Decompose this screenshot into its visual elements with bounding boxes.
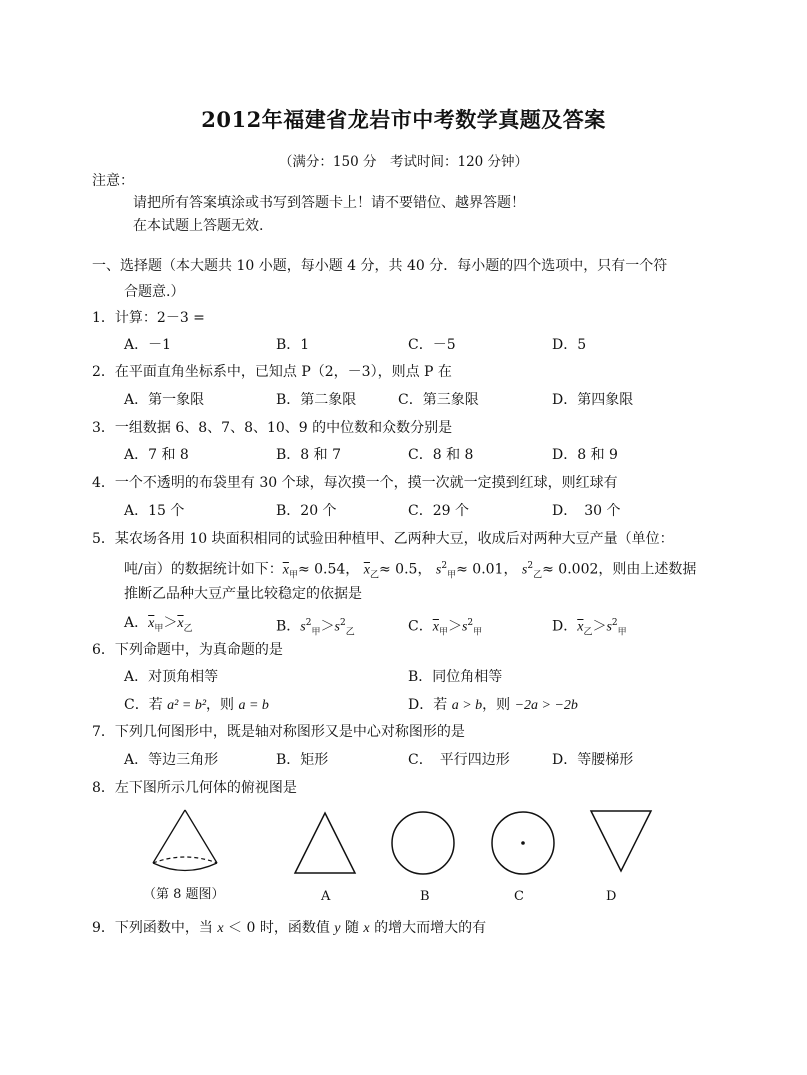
cone-figure	[145, 808, 235, 878]
question-5-stem-line-1: 5．某农场各用 10 块面积相同的试验田种植甲、乙两种大豆，收成后对两种大豆产量（单位：	[92, 531, 674, 547]
notice-line-2: 在本试题上答题无效.	[133, 218, 264, 234]
question-4-stem: 4．一个不透明的布袋里有 30 个球，每次摸一个，摸一次就一定摸到红球，则红球有	[92, 475, 618, 491]
question-5-option-b: B．$s^2_甲>s^2_乙$	[276, 618, 355, 638]
mean-yi: $\overline{x}$	[363, 562, 370, 578]
question-1-option-a: A．－1	[124, 337, 172, 353]
question-6-option-b: B．同位角相等	[408, 669, 503, 685]
notice-label: 注意：	[92, 173, 134, 189]
question-3-option-d: D．8 和 9	[552, 447, 618, 463]
question-7-option-d: D．等腰梯形	[552, 752, 634, 768]
question-2-option-a: A．第一象限	[124, 392, 205, 408]
var-yi: s	[521, 562, 528, 578]
question-7-stem: 7．下列几何图形中，既是轴对称图形又是中心对称图形的是	[92, 724, 465, 740]
question-3-option-a: A．7 和 8	[124, 447, 189, 463]
mean-jia-sub: 甲	[288, 570, 298, 581]
question-3-stem: 3．一组数据 6、8、7、8、10、9 的中位数和众数分别是	[92, 420, 453, 436]
var-yi-value: ≈ 0.002，	[542, 561, 613, 578]
section-heading-line-1: 一、选择题（本大题共 10 小题，每小题 4 分，共 40 分．每小题的四个选项中，只有一个符	[92, 258, 668, 274]
q5-prefix: 吨/亩）的数据统计如下：	[124, 561, 283, 578]
question-2-option-b: B．第二象限	[276, 392, 357, 408]
question-5-option-c: C．$\overline{x}_甲>s^2_甲$	[408, 618, 483, 638]
question-1-option-b: B．1	[276, 337, 310, 353]
question-3-option-b: B．8 和 7	[276, 447, 342, 463]
option-d-inverted-triangle-figure	[588, 808, 654, 874]
question-4-option-c: C．29 个	[408, 503, 469, 519]
question-2-option-d: D．第四象限	[552, 392, 634, 408]
question-1-option-d: D．5	[552, 337, 587, 353]
question-9-stem: 9．下列函数中，当 x ＜ 0 时，函数值 y 随 x 的增大而增大的有	[92, 920, 487, 936]
question-1-option-c: C．－5	[408, 337, 456, 353]
question-5-stem-line-2	[124, 556, 696, 585]
figure-8-caption: （第 8 题图）	[143, 887, 225, 902]
mean-jia-value: ≈ 0.54，	[297, 561, 360, 578]
notice-line-1: 请把所有答案填涂或书写到答题卡上！请不要错位、越界答题！	[133, 195, 525, 211]
option-b-circle-figure	[390, 810, 456, 876]
mean-yi-sub: 乙	[369, 570, 379, 581]
question-4-option-b: B．20 个	[276, 503, 337, 519]
question-1-stem: 1．计算：2－3 =	[92, 310, 205, 326]
section-heading-line-2: 合题意.）	[124, 284, 185, 300]
question-2-option-c: C．第三象限	[398, 392, 479, 408]
var-jia: s	[435, 562, 442, 578]
figure-label-a: A	[321, 889, 331, 904]
question-7-option-b: B．矩形	[276, 752, 329, 768]
var-jia-value: ≈ 0.01，	[456, 561, 518, 578]
var-jia-sup: 2	[441, 561, 448, 571]
mean-jia: $\overline{x}$	[282, 562, 289, 578]
figure-label-b: B	[420, 889, 430, 904]
question-5-option-d: D．$\overline{x}_乙>s^2_甲$	[552, 618, 627, 638]
page-title: 2012年福建省龙岩市中考数学真题及答案	[201, 107, 606, 132]
question-2-stem: 2．在平面直角坐标系中，已知点 P（2，－3），则点 P 在	[92, 364, 452, 380]
question-6-option-a: A．对顶角相等	[124, 669, 219, 685]
figure-label-d: D	[606, 889, 617, 904]
question-6-stem: 6．下列命题中，为真命题的是	[92, 642, 283, 658]
mean-yi-value: ≈ 0.5，	[379, 561, 432, 578]
question-3-option-c: C．8 和 8	[408, 447, 474, 463]
option-c-circle-with-center-figure	[490, 810, 556, 876]
question-7-option-a: A．等边三角形	[124, 752, 219, 768]
figure-label-c: C	[514, 889, 524, 904]
var-yi-sup: 2	[527, 561, 534, 571]
option-a-triangle-figure	[292, 810, 358, 876]
q5-suffix: 则由上述数据	[612, 561, 697, 578]
question-5-stem-line-3: 推断乙品种大豆产量比较稳定的依据是	[124, 586, 362, 602]
var-jia-sub: 甲	[447, 570, 457, 581]
question-4-option-d: D． 30 个	[552, 503, 621, 519]
var-yi-sub: 乙	[533, 570, 543, 581]
page-subtitle: （满分：150 分 考试时间：120 分钟）	[278, 154, 529, 170]
question-5-option-a: A．$\overline{x}_甲>\overline{x}_乙$	[124, 615, 193, 634]
question-8-stem: 8．左下图所示几何体的俯视图是	[92, 780, 297, 796]
question-6-option-d: D．若 a > b，则 −2a > −2b	[408, 697, 578, 713]
question-6-option-c: C．若 a² = b²，则 a = b	[124, 697, 269, 713]
question-4-option-a: A．15 个	[124, 503, 185, 519]
question-7-option-c: C． 平行四边形	[408, 752, 510, 768]
